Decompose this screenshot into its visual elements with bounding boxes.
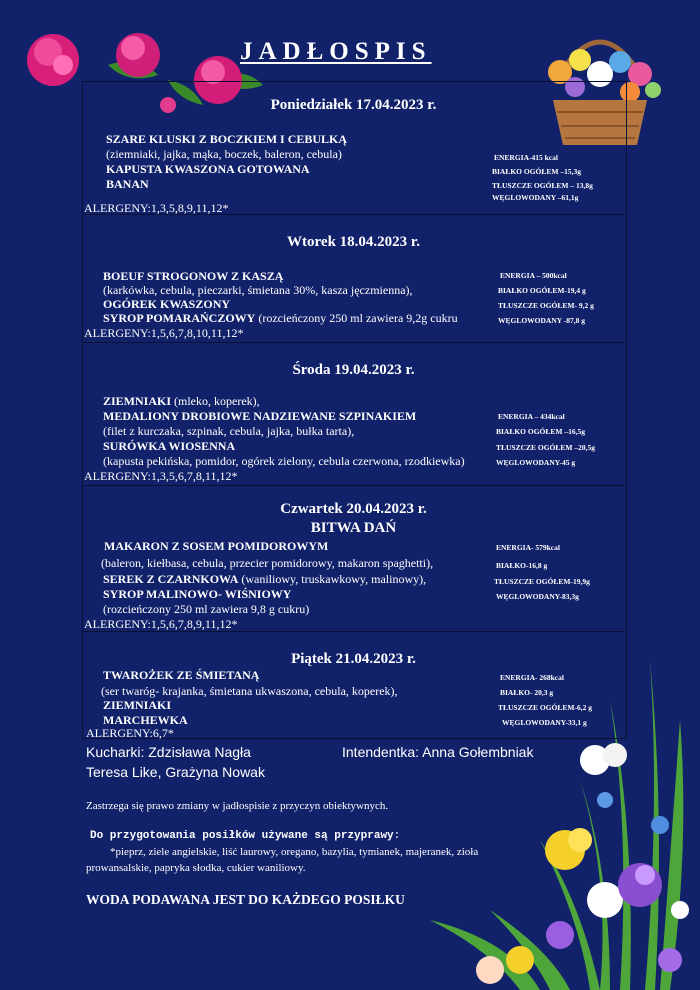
dish-note: (mleko, koperek), [171, 394, 260, 408]
nutrition-carbs: WĘGLOWODANY-33,1 g [502, 718, 587, 727]
dish-line: OGÓREK KWASZONY [103, 297, 231, 311]
dish-line: BANAN [106, 177, 149, 191]
allergens-line: ALERGENY:1,3,5,6,7,8,11,12* [84, 469, 238, 483]
nutrition-carbs: WĘGLOWODANY -87,8 g [498, 316, 586, 325]
dish-note: (rozcieńczony 250 ml zawiera 9,2g cukru [255, 311, 458, 325]
dish-line: ZIEMNIAKI [103, 698, 172, 712]
spices-heading-line [90, 830, 400, 842]
dish-line: MEDALIONY DROBIOWE NADZIEWANE SZPINAKIEM [103, 409, 417, 423]
nutrition-protein: BIAŁKO-16,8 g [496, 561, 548, 570]
ingredients-line: (ser twaróg- krajanka, śmietana ukwaszona, cebula, koperek), [101, 684, 398, 698]
spices-list-line-1: *pieprz, ziele angielskie, liść laurowy, oregano, bazylia, tymianek, majeranek, zioła [110, 846, 479, 858]
allergens-line: ALERGENY:1,5,6,7,8,9,11,12* [84, 617, 238, 631]
ingredients-line: (kapusta pekińska, pomidor, ogórek zielony, cebula czerwona, rzodkiewka) [103, 454, 465, 468]
nutrition-carbs: WĘGLOWODANY-45 g [496, 458, 576, 467]
dish-line: KAPUSTA KWASZONA GOTOWANA [106, 162, 310, 176]
dish-line: BOEUF STROGONOW Z KASZĄ [103, 269, 284, 283]
nutrition-energy: ENERGIA – 434kcal [498, 412, 565, 421]
dish-name: SEREK Z CZARNKOWA [103, 572, 239, 586]
change-notice: Zastrzega się prawo zmiany w jadłospisie z przyczyn obiektywnych. [86, 800, 389, 812]
yellow-flowers [506, 828, 592, 974]
purple-flowers [546, 863, 682, 972]
allergens-line: ALERGENY:1,3,5,8,9,11,12* [84, 201, 229, 215]
dish-name: SYROP POMARAŃCZOWY [103, 311, 256, 325]
day-heading: Czwartek 20.04.2023 r. [280, 501, 427, 517]
day-heading: Wtorek 18.04.2023 r. [287, 234, 420, 250]
nutrition-fat: TŁUSZCZE OGÓŁEM-6,2 g [498, 703, 592, 712]
nutrition-protein: BIAŁKO OGÓŁEM –16,5g [496, 427, 585, 436]
nutrition-energy: ENERGIA – 500kcal [500, 271, 567, 280]
day-section-monday [82, 81, 625, 215]
dish-note: (waniliowy, truskawkowy, malinowy), [238, 572, 427, 586]
nutrition-protein: BIAŁKO OGÓŁEM-19,4 g [498, 286, 586, 295]
spices-colon: : [393, 830, 401, 842]
dish-name: ZIEMNIAKI [103, 394, 172, 408]
nutrition-protein: BIAŁKO- 20,3 g [500, 688, 554, 697]
page-title: JADŁOSPIS [240, 38, 432, 65]
day-section-tuesday [82, 214, 625, 343]
nutrition-carbs: WĘGLOWODANY –61,1g [492, 193, 579, 202]
ingredients-line: (rozcieńczony 250 ml zawiera 9,8 g cukru) [103, 602, 310, 616]
water-notice: WODA PODAWANA JEST DO KAŻDEGO POSIŁKU [86, 892, 405, 907]
dish-line [103, 311, 458, 325]
nutrition-fat: TŁUSZCZE OGÓŁEM –20,5g [496, 443, 595, 452]
manager-label: Intendentka: Anna Gołembniak [342, 744, 534, 760]
cooks-names: Teresa Like, Grażyna Nowak [86, 764, 265, 780]
dish-line [103, 572, 426, 586]
nutrition-fat: TŁUSZCZE OGÓŁEM- 9,2 g [498, 301, 594, 310]
magenta-flower-1 [27, 34, 79, 86]
nutrition-fat: TŁUSZCZE OGÓŁEM-19,9g [494, 577, 590, 586]
ingredients-line: (ziemniaki, jajka, mąka, boczek, baleron, cebula) [106, 147, 342, 161]
nutrition-protein: BIAŁKO OGÓŁEM –15,3g [492, 167, 581, 176]
allergens-line: ALERGENY:1,5,6,7,8,10,11,12* [84, 326, 244, 340]
spices-heading: Do przygotowania posiłków używane są przyprawy [90, 830, 394, 842]
nutrition-energy: ENERGIA- 579kcal [496, 543, 560, 552]
day-subheading: BITWA DAŃ [310, 520, 397, 536]
ingredients-line: (baleron, kiełbasa, cebula, przecier pomidorowy, makaron spaghetti), [101, 556, 434, 570]
ingredients-line: (filet z kurczaka, szpinak, cebula, jajka, bułka tarta), [103, 424, 355, 438]
ingredients-line: (karkówka, cebula, pieczarki, śmietana 30%, kasza jęczmienna), [103, 283, 413, 297]
allergens-line: ALERGENY:6,7* [86, 726, 174, 740]
day-heading: Poniedziałek 17.04.2023 r. [270, 97, 437, 113]
dish-line [103, 394, 260, 408]
cooks-label: Kucharki: Zdzisława Nagła [86, 744, 251, 760]
nutrition-carbs: WĘGLOWODANY-83,3g [496, 592, 579, 601]
dish-line: SURÓWKA WIOSENNA [103, 439, 236, 453]
day-section-friday [82, 631, 625, 740]
dish-line: SZARE KLUSKI Z BOCZKIEM I CEBULKĄ [106, 132, 348, 146]
spices-list-line-2: prowansalskie, papryka słodka, cukier waniliowy. [86, 862, 306, 874]
dish-line: MAKARON Z SOSEM POMIDOROWYM [104, 539, 329, 553]
dish-line: MARCHEWKA [103, 713, 188, 727]
nutrition-energy: ENERGIA-415 kcal [494, 153, 558, 162]
day-section-thursday [82, 485, 625, 632]
dish-line: TWAROŻEK ZE ŚMIETANĄ [103, 668, 260, 682]
day-heading: Środa 19.04.2023 r. [292, 362, 415, 378]
day-heading: Piątek 21.04.2023 r. [291, 651, 416, 667]
dish-line: SYROP MALINOWO- WIŚNIOWY [103, 587, 292, 601]
day-section-wednesday [82, 342, 625, 486]
nutrition-fat: TŁUSZCZE OGÓŁEM – 13,8g [492, 181, 593, 190]
magenta-flower-2 [116, 33, 160, 77]
nutrition-energy: ENERGIA- 268kcal [500, 673, 564, 682]
